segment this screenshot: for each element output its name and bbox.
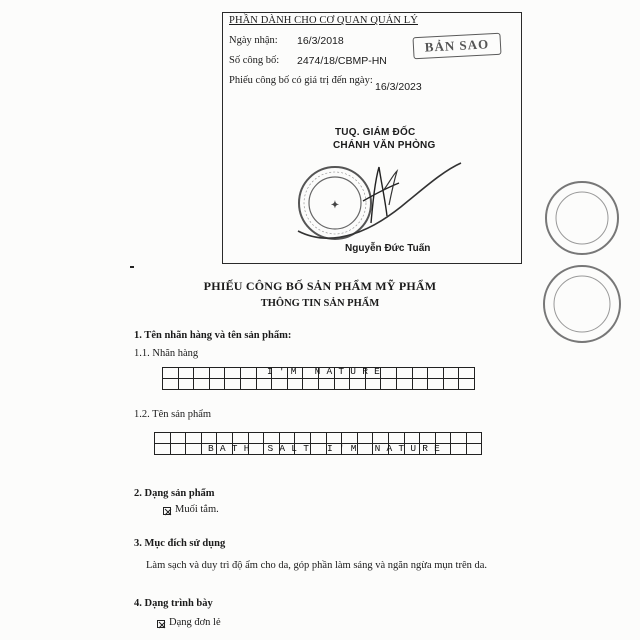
document-subtitle: THÔNG TIN SẢN PHẨM (260, 298, 380, 309)
valid-until-value: 16/3/2023 (375, 81, 422, 93)
check-mark-icon (164, 508, 172, 516)
section-1-heading: 1. Tên nhãn hàng và tên sản phẩm: (134, 330, 292, 341)
product-name-text: BATH SALT I'M NATURE (208, 443, 447, 454)
presentation-option: Dạng đơn lẻ (169, 617, 221, 628)
product-form-option: Muối tắm. (175, 504, 219, 515)
document-title: PHIẾU CÔNG BỐ SẢN PHẨM MỸ PHẨM (203, 279, 437, 293)
section-3-heading: 3. Mục đích sử dụng (134, 538, 226, 549)
partial-seal-right-edge (512, 180, 640, 350)
margin-mark (130, 266, 134, 268)
signatory-title-line-2: CHÁNH VĂN PHÒNG (333, 140, 436, 151)
signatory-title-line-1: TUQ. GIÁM ĐỐC (335, 127, 416, 138)
signer-name: Nguyễn Đức Tuấn (345, 243, 431, 254)
svg-text:✦: ✦ (330, 200, 340, 211)
received-date-row (229, 35, 344, 47)
section-1-2-label: 1.2. Tên sản phẩm (134, 409, 212, 420)
copy-stamp: BẢN SAO (412, 33, 501, 60)
publication-number-row (229, 55, 387, 67)
presentation-checkbox[interactable] (157, 620, 165, 628)
section-2-heading: 2. Dạng sản phẩm (134, 488, 215, 499)
publication-number-label: Số công bố: (229, 55, 280, 66)
valid-until-row (229, 75, 422, 93)
received-date-label: Ngày nhận: (229, 35, 278, 46)
section-4-heading: 4. Dạng trình bày (134, 598, 213, 609)
official-box-heading: PHẦN DÀNH CHO CƠ QUAN QUẢN LÝ (229, 15, 418, 26)
publication-number-value: 2474/18/CBMP-HN (297, 55, 387, 67)
official-use-box (222, 12, 522, 264)
valid-until-label: Phiếu công bố có giá trị đến ngày: (229, 75, 373, 86)
check-mark-icon (158, 621, 166, 629)
official-seal-and-signature (293, 161, 493, 251)
brand-name-text: I'M NATURE (267, 366, 387, 377)
section-1-1-label: 1.1. Nhãn hàng (134, 348, 199, 359)
received-date-value: 16/3/2018 (297, 35, 344, 47)
intended-use-text: Làm sạch và duy trì độ ẩm cho da, góp phần làm sáng và ngăn ngừa mụn trên da. (146, 560, 488, 571)
product-form-checkbox[interactable] (163, 507, 171, 515)
